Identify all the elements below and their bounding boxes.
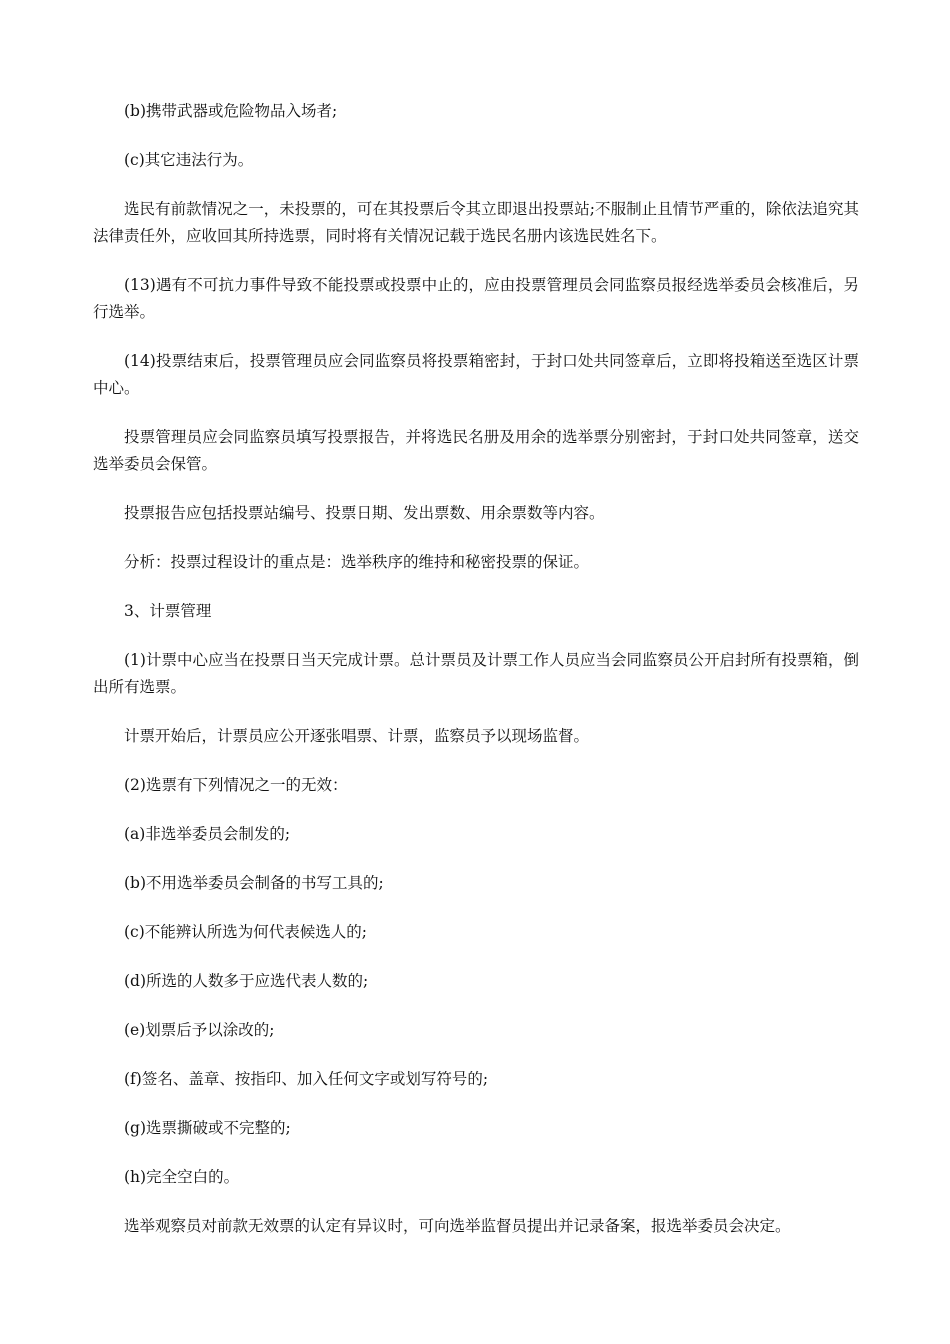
paragraph: (b)携带武器或危险物品入场者;: [124, 102, 338, 120]
list-item: (b)不用选举委员会制备的书写工具的;: [124, 874, 384, 892]
paragraph: (c)其它违法行为。: [124, 151, 254, 169]
list-item: (e)划票后予以涂改的;: [124, 1021, 275, 1039]
paragraph: (1)计票中心应当在投票日当天完成计票。总计票员及计票工作人员应当会同监察员公开启封所有投票箱，倒出所有选票。: [93, 651, 859, 696]
paragraph: 分析：投票过程设计的重点是：选举秩序的维持和秘密投票的保证。: [124, 553, 590, 571]
paragraph: (14)投票结束后，投票管理员应会同监察员将投票箱密封，于封口处共同签章后，立即将投箱送至选区计票中心。: [93, 352, 859, 397]
list-item: (f)签名、盖章、按指印、加入任何文字或划写符号的;: [124, 1070, 489, 1088]
section-heading: 3、计票管理: [124, 602, 212, 620]
paragraph: (13)遇有不可抗力事件导致不能投票或投票中止的，应由投票管理员会同监察员报经选举委员会核准后，另行选举。: [93, 276, 859, 321]
paragraph: 投票管理员应会同监察员填写投票报告，并将选民名册及用余的选举票分别密封，于封口处共同签章，送交选举委员会保管。: [93, 428, 859, 473]
paragraph: 选民有前款情况之一，未投票的，可在其投票后令其立即退出投票站;不服制止且情节严重的，除依法追究其法律责任外，应收回其所持选票，同时将有关情况记载于选民名册内该选民姓名下。: [93, 200, 859, 245]
paragraph: 投票报告应包括投票站编号、投票日期、发出票数、用余票数等内容。: [124, 504, 605, 522]
list-item: (g)选票撕破或不完整的;: [124, 1119, 291, 1137]
document-body: [93, 98, 859, 1262]
paragraph: 选举观察员对前款无效票的认定有异议时，可向选举监督员提出并记录备案，报选举委员会决定。: [124, 1217, 791, 1235]
list-item: (c)不能辨认所选为何代表候选人的;: [124, 923, 367, 941]
paragraph: 计票开始后，计票员应公开逐张唱票、计票，监察员予以现场监督。: [124, 727, 590, 745]
list-item: (d)所选的人数多于应选代表人数的;: [124, 972, 369, 990]
list-item: (a)非选举委员会制发的;: [124, 825, 291, 843]
list-item: (h)完全空白的。: [124, 1168, 240, 1186]
paragraph: (2)选票有下列情况之一的无效：: [124, 776, 348, 794]
